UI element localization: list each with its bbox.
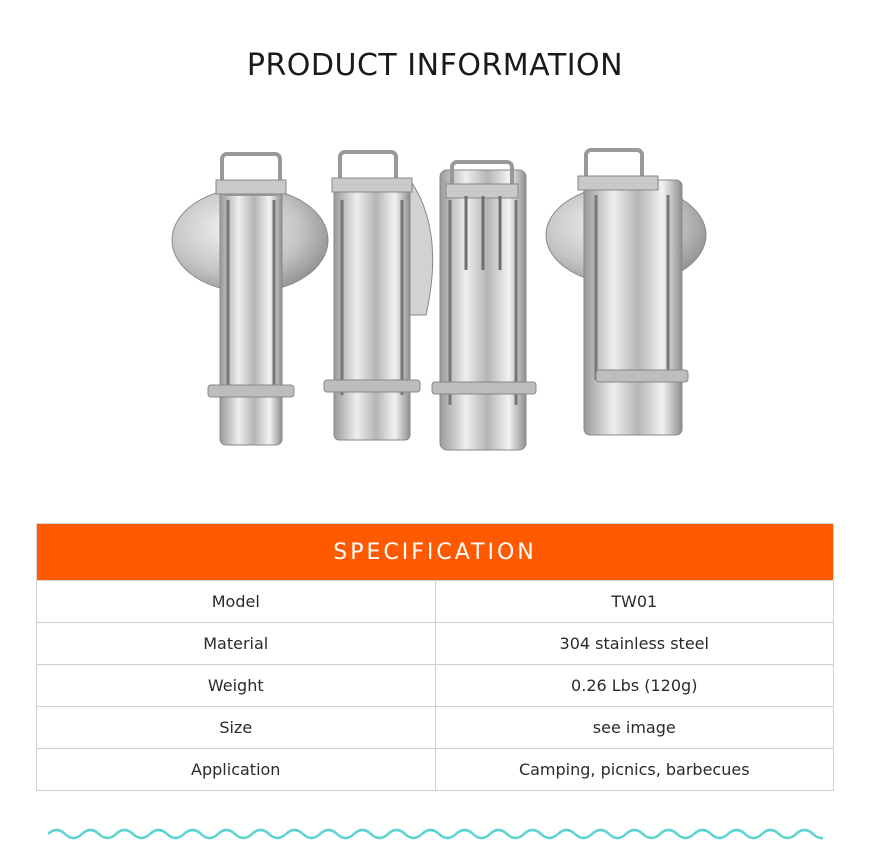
- table-row: [37, 707, 834, 749]
- product-image: [160, 140, 720, 460]
- spec-label: Material: [37, 623, 436, 665]
- spoon-utensil: [172, 154, 328, 445]
- fork-utensil: [432, 162, 536, 450]
- spec-label: Weight: [37, 665, 436, 707]
- page-title: PRODUCT INFORMATION: [246, 48, 624, 83]
- spec-value: 0.26 Lbs (120g): [435, 665, 834, 707]
- spec-label: Model: [37, 581, 436, 623]
- table-row: [37, 581, 834, 623]
- spoon-utensil: [546, 150, 706, 435]
- table-row: [37, 749, 834, 791]
- wave-divider: [48, 822, 823, 846]
- spec-label: Size: [37, 707, 436, 749]
- spec-value: Camping, picnics, barbecues: [435, 749, 834, 791]
- table-row: [37, 665, 834, 707]
- specification-table: [36, 523, 834, 791]
- spec-label: Application: [37, 749, 436, 791]
- spec-value: TW01: [435, 581, 834, 623]
- specification-header: SPECIFICATION: [37, 524, 834, 581]
- spec-value: 304 stainless steel: [435, 623, 834, 665]
- knife-utensil: [324, 152, 433, 440]
- table-row: [37, 623, 834, 665]
- spec-value: see image: [435, 707, 834, 749]
